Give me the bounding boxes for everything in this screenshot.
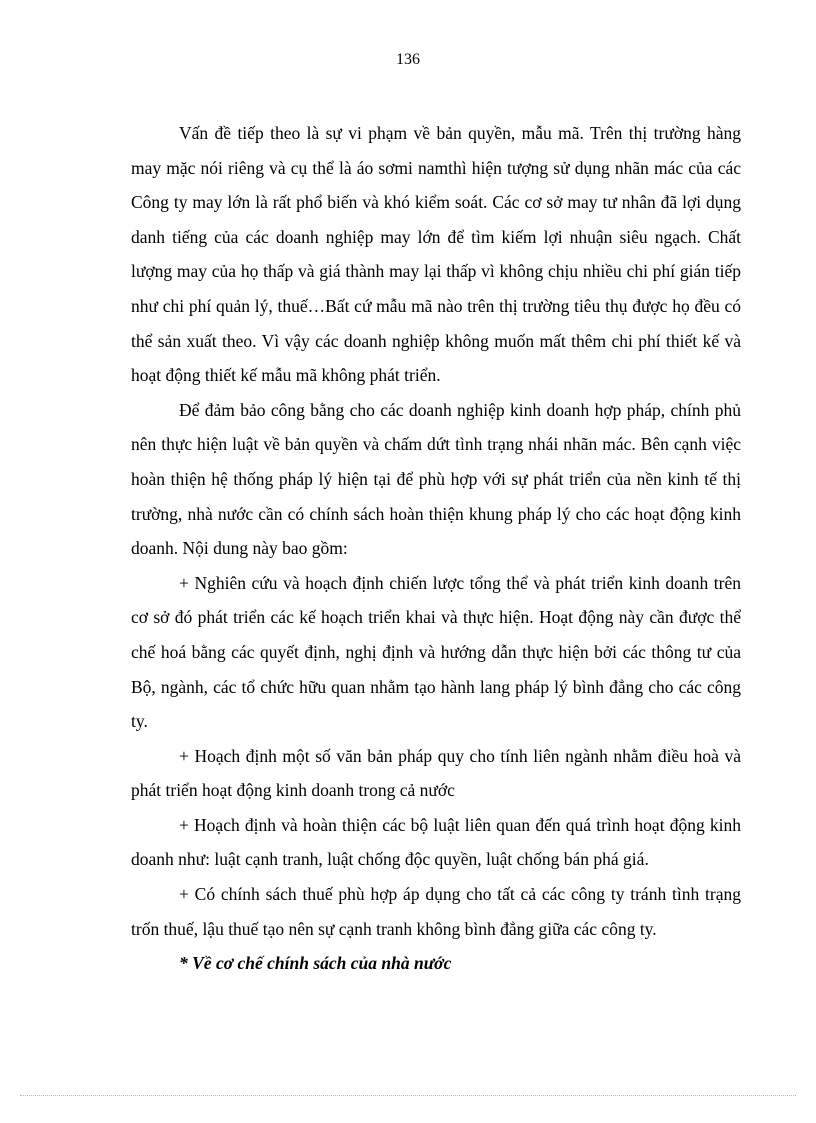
paragraph-fairness: Để đảm bảo công bằng cho các doanh nghiệp kinh doanh hợp pháp, chính phủ nên thực hiện luật về bản quyền và chấm dứt tình trạng nhái nhãn mác. Bên cạnh việc hoàn thiện hệ thống pháp lý hiện tại để phù hợp với sự phát triển của nền kinh tế thị trường, nhà nước cần có chính sách hoàn thiện khung pháp lý cho các hoạt động kinh doanh. Nội dung này bao gồm:: [131, 399, 741, 559]
list-item-tax-policy: + Có chính sách thuế phù hợp áp dụng cho tất cả các công ty tránh tình trạng trốn thuế, lậu thuế tạo nên sự cạnh tranh không bình đẳng giữa các công ty.: [131, 884, 741, 939]
page-number: 136: [396, 51, 420, 68]
document-body: [131, 116, 741, 981]
list-item-laws: + Hoạch định và hoàn thiện các bộ luật liên quan đến quá trình hoạt động kinh doanh như: luật cạnh tranh, luật chống độc quyền, luật chống bán phá giá.: [131, 814, 741, 870]
page-bottom-divider: [20, 1095, 796, 1096]
paragraph-copyright-violation: Vấn đề tiếp theo là sự vi phạm về bản quyền, mẫu mã. Trên thị trường hàng may mặc nói riêng và cụ thể là áo sơmi namthì hiện tượng sử dụng nhãn mác của các Công ty may lớn là rất phổ biến và khó kiểm soát. Các cơ sở may tư nhân đã lợi dụng danh tiếng của các doanh nghiệp may lớn để tìm kiếm lợi nhuận siêu ngạch. Chất lượng may của họ thấp và giá thành may lại thấp vì không chịu nhiều chi phí gián tiếp như chi phí quản lý, thuế…Bất cứ mẫu mã nào trên thị trường tiêu thụ được họ đều có thể sản xuất theo. Vì vậy các doanh nghiệp không muốn mất thêm chi phí thiết kế và hoạt động thiết kế mẫu mã không phát triển.: [131, 123, 741, 386]
list-item-regulations: + Hoạch định một số văn bản pháp quy cho tính liên ngành nhằm điều hoà và phát triển hoạt động kinh doanh trong cả nước: [131, 745, 741, 801]
list-item-strategy: + Nghiên cứu và hoạch định chiến lược tổng thể và phát triển kinh doanh trên cơ sở đó phát triển các kế hoạch triển khai và thực hiện. Hoạt động này cần được thể chế hoá bằng các quyết định, nghị định và hướng dẫn thực hiện bởi các thông tư của Bộ, ngành, các tổ chức hữu quan nhằm tạo hành lang pháp lý bình đẳng cho các công ty.: [131, 572, 741, 732]
section-heading: * Về cơ chế chính sách của nhà nước: [179, 953, 452, 974]
